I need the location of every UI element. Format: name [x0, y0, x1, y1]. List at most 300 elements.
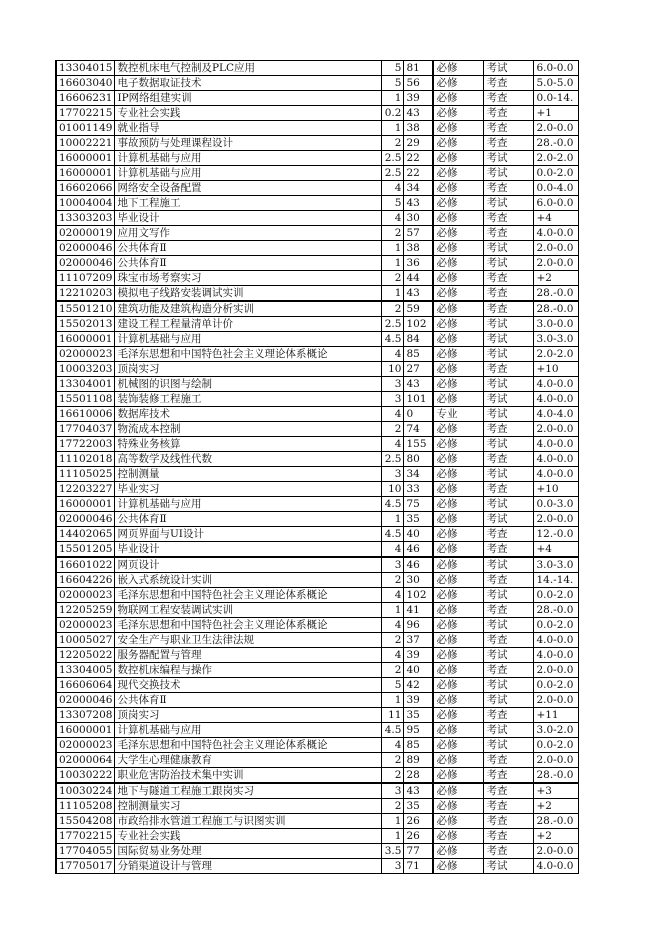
hours-cell[interactable]: 35 — [404, 708, 434, 723]
hours-cell[interactable]: 81 — [404, 61, 434, 76]
course-name-cell[interactable]: 毕业设计 — [115, 211, 382, 226]
schedule-cell[interactable]: 4.0-0.0 — [534, 226, 579, 241]
hours-cell[interactable]: 37 — [404, 633, 434, 648]
course-code-cell[interactable]: 15501108 — [56, 392, 115, 407]
course-type-cell[interactable]: 必修 — [433, 859, 484, 874]
assessment-cell[interactable]: 考试 — [484, 377, 534, 392]
course-name-cell[interactable]: 控制测量 — [115, 467, 382, 482]
course-code-cell[interactable]: 16610006 — [56, 407, 115, 422]
course-type-cell[interactable]: 必修 — [433, 542, 484, 558]
course-code-cell[interactable]: 11107209 — [56, 271, 115, 286]
schedule-cell[interactable]: 0.0-2.0 — [534, 678, 579, 693]
credits-cell[interactable]: 1 — [382, 603, 404, 618]
course-code-cell[interactable]: 10030222 — [56, 768, 115, 784]
course-type-cell[interactable]: 必修 — [433, 136, 484, 151]
course-type-cell[interactable]: 必修 — [433, 347, 484, 362]
schedule-cell[interactable]: 0.0-2.0 — [534, 618, 579, 633]
hours-cell[interactable]: 71 — [404, 859, 434, 874]
course-code-cell[interactable]: 01001149 — [56, 121, 115, 136]
credits-cell[interactable]: 1 — [382, 91, 404, 106]
schedule-cell[interactable]: 2.0-0.0 — [534, 422, 579, 437]
schedule-cell[interactable]: +11 — [534, 708, 579, 723]
schedule-cell[interactable]: 28.-0.0 — [534, 286, 579, 302]
credits-cell[interactable]: 2 — [382, 799, 404, 814]
course-type-cell[interactable]: 必修 — [433, 723, 484, 738]
course-name-cell[interactable]: 网页设计 — [115, 557, 382, 573]
course-type-cell[interactable]: 必修 — [433, 61, 484, 76]
assessment-cell[interactable]: 考试 — [484, 467, 534, 482]
course-code-cell[interactable]: 15501210 — [56, 301, 115, 317]
credits-cell[interactable]: 4 — [382, 347, 404, 362]
hours-cell[interactable]: 57 — [404, 226, 434, 241]
schedule-cell[interactable]: 28.-0.0 — [534, 301, 579, 317]
schedule-cell[interactable]: 28.-0.0 — [534, 603, 579, 618]
assessment-cell[interactable]: 考查 — [484, 136, 534, 151]
assessment-cell[interactable]: 考试 — [484, 151, 534, 166]
schedule-cell[interactable]: +10 — [534, 482, 579, 497]
schedule-cell[interactable]: 2.0-0.0 — [534, 121, 579, 136]
course-code-cell[interactable]: 02000023 — [56, 738, 115, 753]
hours-cell[interactable]: 38 — [404, 121, 434, 136]
course-type-cell[interactable]: 必修 — [433, 844, 484, 859]
hours-cell[interactable]: 101 — [404, 392, 434, 407]
course-name-cell[interactable]: 物流成本控制 — [115, 422, 382, 437]
schedule-cell[interactable]: +2 — [534, 799, 579, 814]
schedule-cell[interactable]: 3.0-3.0 — [534, 332, 579, 347]
hours-cell[interactable]: 102 — [404, 588, 434, 603]
schedule-cell[interactable]: 4.0-0.0 — [534, 467, 579, 482]
course-code-cell[interactable]: 16604226 — [56, 573, 115, 588]
course-name-cell[interactable]: 计算机基础与应用 — [115, 332, 382, 347]
hours-cell[interactable]: 36 — [404, 256, 434, 271]
course-type-cell[interactable]: 必修 — [433, 286, 484, 302]
credits-cell[interactable]: 2 — [382, 422, 404, 437]
credits-cell[interactable]: 11 — [382, 708, 404, 723]
hours-cell[interactable]: 46 — [404, 557, 434, 573]
schedule-cell[interactable]: 2.0-2.0 — [534, 347, 579, 362]
course-name-cell[interactable]: 专业社会实践 — [115, 106, 382, 121]
assessment-cell[interactable]: 考查 — [484, 482, 534, 497]
credits-cell[interactable]: 2 — [382, 301, 404, 317]
course-type-cell[interactable]: 必修 — [433, 527, 484, 542]
course-code-cell[interactable]: 16602066 — [56, 181, 115, 196]
schedule-cell[interactable]: 3.0-3.0 — [534, 557, 579, 573]
assessment-cell[interactable]: 考试 — [484, 693, 534, 708]
assessment-cell[interactable]: 考试 — [484, 859, 534, 874]
schedule-cell[interactable]: 6.0-0.0 — [534, 196, 579, 211]
course-type-cell[interactable]: 必修 — [433, 783, 484, 799]
course-type-cell[interactable]: 必修 — [433, 181, 484, 196]
assessment-cell[interactable]: 考试 — [484, 61, 534, 76]
schedule-cell[interactable]: 4.0-0.0 — [534, 377, 579, 392]
hours-cell[interactable]: 26 — [404, 829, 434, 844]
credits-cell[interactable]: 5 — [382, 678, 404, 693]
course-code-cell[interactable]: 16000001 — [56, 723, 115, 738]
assessment-cell[interactable]: 考查 — [484, 783, 534, 799]
course-name-cell[interactable]: 安全生产与职业卫生法律法规 — [115, 633, 382, 648]
course-code-cell[interactable]: 13303203 — [56, 211, 115, 226]
hours-cell[interactable]: 27 — [404, 362, 434, 377]
assessment-cell[interactable]: 考查 — [484, 844, 534, 859]
assessment-cell[interactable]: 考查 — [484, 753, 534, 768]
course-code-cell[interactable]: 13304015 — [56, 61, 115, 76]
course-name-cell[interactable]: 毛泽东思想和中国特色社会主义理论体系概论 — [115, 588, 382, 603]
assessment-cell[interactable]: 考查 — [484, 542, 534, 558]
assessment-cell[interactable]: 考查 — [484, 76, 534, 91]
assessment-cell[interactable]: 考查 — [484, 121, 534, 136]
course-code-cell[interactable]: 10030224 — [56, 783, 115, 799]
course-name-cell[interactable]: 现代交换技术 — [115, 678, 382, 693]
credits-cell[interactable]: 4 — [382, 618, 404, 633]
course-type-cell[interactable]: 必修 — [433, 166, 484, 181]
schedule-cell[interactable]: 0.0-4.0 — [534, 181, 579, 196]
credits-cell[interactable]: 2 — [382, 753, 404, 768]
course-code-cell[interactable]: 12203227 — [56, 482, 115, 497]
credits-cell[interactable]: 4.5 — [382, 527, 404, 542]
hours-cell[interactable]: 30 — [404, 573, 434, 588]
course-code-cell[interactable]: 16000001 — [56, 166, 115, 181]
assessment-cell[interactable]: 考查 — [484, 708, 534, 723]
hours-cell[interactable]: 28 — [404, 768, 434, 784]
assessment-cell[interactable]: 考试 — [484, 347, 534, 362]
assessment-cell[interactable]: 考查 — [484, 106, 534, 121]
credits-cell[interactable]: 1 — [382, 693, 404, 708]
assessment-cell[interactable]: 考查 — [484, 362, 534, 377]
course-code-cell[interactable]: 16000001 — [56, 332, 115, 347]
course-name-cell[interactable]: 分销渠道设计与管理 — [115, 859, 382, 874]
assessment-cell[interactable]: 考查 — [484, 573, 534, 588]
hours-cell[interactable]: 43 — [404, 286, 434, 302]
course-name-cell[interactable]: 职业危害防治技术集中实训 — [115, 768, 382, 784]
course-name-cell[interactable]: 顶岗实习 — [115, 708, 382, 723]
schedule-cell[interactable]: +4 — [534, 211, 579, 226]
course-type-cell[interactable]: 必修 — [433, 497, 484, 512]
course-code-cell[interactable]: 15501205 — [56, 542, 115, 558]
schedule-cell[interactable]: 0.0-2.0 — [534, 738, 579, 753]
hours-cell[interactable]: 35 — [404, 799, 434, 814]
assessment-cell[interactable]: 考试 — [484, 317, 534, 332]
assessment-cell[interactable]: 考查 — [484, 271, 534, 286]
course-type-cell[interactable]: 必修 — [433, 196, 484, 211]
course-type-cell[interactable]: 必修 — [433, 618, 484, 633]
course-code-cell[interactable]: 02000023 — [56, 588, 115, 603]
course-name-cell[interactable]: 毕业设计 — [115, 542, 382, 558]
course-code-cell[interactable]: 17704037 — [56, 422, 115, 437]
schedule-cell[interactable]: +1 — [534, 106, 579, 121]
assessment-cell[interactable]: 考查 — [484, 211, 534, 226]
course-code-cell[interactable]: 15502013 — [56, 317, 115, 332]
hours-cell[interactable]: 41 — [404, 603, 434, 618]
course-type-cell[interactable]: 必修 — [433, 753, 484, 768]
course-type-cell[interactable]: 必修 — [433, 422, 484, 437]
credits-cell[interactable]: 1 — [382, 512, 404, 527]
course-type-cell[interactable]: 必修 — [433, 226, 484, 241]
course-code-cell[interactable]: 10004004 — [56, 196, 115, 211]
course-type-cell[interactable]: 必修 — [433, 377, 484, 392]
course-code-cell[interactable]: 12210203 — [56, 286, 115, 302]
hours-cell[interactable]: 26 — [404, 814, 434, 829]
schedule-cell[interactable]: 2.0-0.0 — [534, 663, 579, 678]
schedule-cell[interactable]: +2 — [534, 829, 579, 844]
course-name-cell[interactable]: 嵌入式系统设计实训 — [115, 573, 382, 588]
hours-cell[interactable]: 89 — [404, 753, 434, 768]
assessment-cell[interactable]: 考试 — [484, 196, 534, 211]
credits-cell[interactable]: 2.5 — [382, 151, 404, 166]
course-code-cell[interactable]: 12205259 — [56, 603, 115, 618]
hours-cell[interactable]: 39 — [404, 648, 434, 663]
course-name-cell[interactable]: 数控机床编程与操作 — [115, 663, 382, 678]
course-code-cell[interactable]: 17702215 — [56, 106, 115, 121]
course-code-cell[interactable]: 13304005 — [56, 663, 115, 678]
credits-cell[interactable]: 3 — [382, 467, 404, 482]
schedule-cell[interactable]: 2.0-0.0 — [534, 693, 579, 708]
course-code-cell[interactable]: 17722003 — [56, 437, 115, 452]
hours-cell[interactable]: 59 — [404, 301, 434, 317]
schedule-cell[interactable]: 28.-0.0 — [534, 768, 579, 784]
course-type-cell[interactable]: 必修 — [433, 512, 484, 527]
schedule-cell[interactable]: 4.0-0.0 — [534, 437, 579, 452]
course-code-cell[interactable]: 02000019 — [56, 226, 115, 241]
course-type-cell[interactable]: 必修 — [433, 467, 484, 482]
assessment-cell[interactable]: 考查 — [484, 226, 534, 241]
credits-cell[interactable]: 3 — [382, 392, 404, 407]
schedule-cell[interactable]: 2.0-2.0 — [534, 151, 579, 166]
hours-cell[interactable]: 39 — [404, 693, 434, 708]
course-code-cell[interactable]: 12205022 — [56, 648, 115, 663]
course-type-cell[interactable]: 必修 — [433, 106, 484, 121]
course-name-cell[interactable]: 公共体育Ⅱ — [115, 256, 382, 271]
course-code-cell[interactable]: 17702215 — [56, 829, 115, 844]
course-name-cell[interactable]: 计算机基础与应用 — [115, 151, 382, 166]
course-name-cell[interactable]: 数控机床电气控制及PLC应用 — [115, 61, 382, 76]
course-code-cell[interactable]: 15504208 — [56, 814, 115, 829]
course-type-cell[interactable]: 必修 — [433, 678, 484, 693]
credits-cell[interactable]: 5 — [382, 76, 404, 91]
hours-cell[interactable]: 0 — [404, 407, 434, 422]
hours-cell[interactable]: 42 — [404, 678, 434, 693]
course-name-cell[interactable]: 毛泽东思想和中国特色社会主义理论体系概论 — [115, 738, 382, 753]
course-code-cell[interactable]: 16000001 — [56, 151, 115, 166]
course-name-cell[interactable]: 毛泽东思想和中国特色社会主义理论体系概论 — [115, 618, 382, 633]
assessment-cell[interactable]: 考试 — [484, 256, 534, 271]
assessment-cell[interactable]: 考试 — [484, 588, 534, 603]
schedule-cell[interactable]: 2.0-0.0 — [534, 753, 579, 768]
course-name-cell[interactable]: 计算机基础与应用 — [115, 723, 382, 738]
hours-cell[interactable]: 96 — [404, 618, 434, 633]
schedule-cell[interactable]: 5.0-5.0 — [534, 76, 579, 91]
credits-cell[interactable]: 3 — [382, 557, 404, 573]
course-name-cell[interactable]: 计算机基础与应用 — [115, 166, 382, 181]
course-type-cell[interactable]: 必修 — [433, 829, 484, 844]
course-type-cell[interactable]: 必修 — [433, 557, 484, 573]
schedule-cell[interactable]: 4.0-0.0 — [534, 633, 579, 648]
assessment-cell[interactable]: 考查 — [484, 799, 534, 814]
course-type-cell[interactable]: 必修 — [433, 482, 484, 497]
course-type-cell[interactable]: 必修 — [433, 768, 484, 784]
assessment-cell[interactable]: 考查 — [484, 91, 534, 106]
credits-cell[interactable]: 2 — [382, 663, 404, 678]
hours-cell[interactable]: 34 — [404, 467, 434, 482]
course-code-cell[interactable]: 02000046 — [56, 256, 115, 271]
schedule-cell[interactable]: 2.0-0.0 — [534, 256, 579, 271]
course-name-cell[interactable]: 地下工程施工 — [115, 196, 382, 211]
credits-cell[interactable]: 4 — [382, 588, 404, 603]
course-name-cell[interactable]: 控制测量实习 — [115, 799, 382, 814]
hours-cell[interactable]: 102 — [404, 317, 434, 332]
credits-cell[interactable]: 1 — [382, 241, 404, 256]
course-name-cell[interactable]: 地下与隧道工程施工跟岗实习 — [115, 783, 382, 799]
course-code-cell[interactable]: 17704055 — [56, 844, 115, 859]
assessment-cell[interactable]: 考查 — [484, 422, 534, 437]
schedule-cell[interactable]: 4.0-0.0 — [534, 452, 579, 467]
assessment-cell[interactable]: 考查 — [484, 814, 534, 829]
hours-cell[interactable]: 38 — [404, 241, 434, 256]
credits-cell[interactable]: 1 — [382, 256, 404, 271]
course-type-cell[interactable]: 必修 — [433, 301, 484, 317]
hours-cell[interactable]: 56 — [404, 76, 434, 91]
course-type-cell[interactable]: 必修 — [433, 392, 484, 407]
hours-cell[interactable]: 22 — [404, 166, 434, 181]
hours-cell[interactable]: 43 — [404, 783, 434, 799]
hours-cell[interactable]: 40 — [404, 527, 434, 542]
assessment-cell[interactable]: 考试 — [484, 678, 534, 693]
hours-cell[interactable]: 22 — [404, 151, 434, 166]
credits-cell[interactable]: 1 — [382, 814, 404, 829]
credits-cell[interactable]: 4.5 — [382, 332, 404, 347]
course-code-cell[interactable]: 02000046 — [56, 512, 115, 527]
hours-cell[interactable]: 43 — [404, 196, 434, 211]
course-type-cell[interactable]: 必修 — [433, 814, 484, 829]
hours-cell[interactable]: 85 — [404, 738, 434, 753]
course-name-cell[interactable]: 公共体育Ⅱ — [115, 512, 382, 527]
course-name-cell[interactable]: 网络安全设备配置 — [115, 181, 382, 196]
assessment-cell[interactable]: 考查 — [484, 452, 534, 467]
course-code-cell[interactable]: 11105025 — [56, 467, 115, 482]
hours-cell[interactable]: 74 — [404, 422, 434, 437]
schedule-cell[interactable]: 3.0-2.0 — [534, 723, 579, 738]
course-code-cell[interactable]: 02000023 — [56, 347, 115, 362]
course-type-cell[interactable]: 必修 — [433, 211, 484, 226]
credits-cell[interactable]: 2 — [382, 136, 404, 151]
course-name-cell[interactable]: 应用文写作 — [115, 226, 382, 241]
assessment-cell[interactable]: 考查 — [484, 181, 534, 196]
schedule-cell[interactable]: 12.-0.0 — [534, 527, 579, 542]
course-name-cell[interactable]: 专业社会实践 — [115, 829, 382, 844]
course-code-cell[interactable]: 16603040 — [56, 76, 115, 91]
credits-cell[interactable]: 3 — [382, 783, 404, 799]
course-code-cell[interactable]: 16000001 — [56, 497, 115, 512]
course-name-cell[interactable]: 数据库技术 — [115, 407, 382, 422]
schedule-cell[interactable]: 0.0-3.0 — [534, 497, 579, 512]
course-code-cell[interactable]: 02000046 — [56, 693, 115, 708]
assessment-cell[interactable]: 考试 — [484, 497, 534, 512]
course-type-cell[interactable]: 必修 — [433, 121, 484, 136]
course-type-cell[interactable]: 必修 — [433, 799, 484, 814]
assessment-cell[interactable]: 考试 — [484, 407, 534, 422]
schedule-cell[interactable]: 28.-0.0 — [534, 136, 579, 151]
hours-cell[interactable]: 80 — [404, 452, 434, 467]
course-code-cell[interactable]: 11102018 — [56, 452, 115, 467]
schedule-cell[interactable]: 14.-14. — [534, 573, 579, 588]
course-type-cell[interactable]: 必修 — [433, 317, 484, 332]
course-name-cell[interactable]: 顶岗实习 — [115, 362, 382, 377]
course-code-cell[interactable]: 10002221 — [56, 136, 115, 151]
schedule-cell[interactable]: 2.0-0.0 — [534, 241, 579, 256]
course-type-cell[interactable]: 必修 — [433, 332, 484, 347]
course-name-cell[interactable]: 装饰装修工程施工 — [115, 392, 382, 407]
schedule-cell[interactable]: 2.0-0.0 — [534, 512, 579, 527]
credits-cell[interactable]: 2 — [382, 633, 404, 648]
credits-cell[interactable]: 3.5 — [382, 844, 404, 859]
assessment-cell[interactable]: 考试 — [484, 392, 534, 407]
schedule-cell[interactable]: 3.0-0.0 — [534, 317, 579, 332]
course-type-cell[interactable]: 必修 — [433, 738, 484, 753]
credits-cell[interactable]: 4 — [382, 738, 404, 753]
course-name-cell[interactable]: 毛泽东思想和中国特色社会主义理论体系概论 — [115, 347, 382, 362]
assessment-cell[interactable]: 考查 — [484, 301, 534, 317]
course-name-cell[interactable]: 市政给排水管道工程施工与识图实训 — [115, 814, 382, 829]
hours-cell[interactable]: 95 — [404, 723, 434, 738]
credits-cell[interactable]: 5 — [382, 196, 404, 211]
credits-cell[interactable]: 2 — [382, 271, 404, 286]
credits-cell[interactable]: 2.5 — [382, 452, 404, 467]
assessment-cell[interactable]: 考查 — [484, 603, 534, 618]
assessment-cell[interactable]: 考试 — [484, 648, 534, 663]
course-code-cell[interactable]: 13307208 — [56, 708, 115, 723]
course-name-cell[interactable]: 珠宝市场考察实习 — [115, 271, 382, 286]
hours-cell[interactable]: 30 — [404, 211, 434, 226]
schedule-cell[interactable]: 4.0-0.0 — [534, 648, 579, 663]
assessment-cell[interactable]: 考查 — [484, 829, 534, 844]
credits-cell[interactable]: 10 — [382, 482, 404, 497]
course-code-cell[interactable]: 16606064 — [56, 678, 115, 693]
schedule-cell[interactable]: 0.0-2.0 — [534, 588, 579, 603]
schedule-cell[interactable]: 2.0-0.0 — [534, 844, 579, 859]
credits-cell[interactable]: 3 — [382, 859, 404, 874]
course-code-cell[interactable]: 10005027 — [56, 633, 115, 648]
hours-cell[interactable]: 46 — [404, 542, 434, 558]
course-type-cell[interactable]: 必修 — [433, 271, 484, 286]
course-name-cell[interactable]: 事故预防与处理课程设计 — [115, 136, 382, 151]
course-type-cell[interactable]: 必修 — [433, 151, 484, 166]
assessment-cell[interactable]: 考查 — [484, 768, 534, 784]
schedule-cell[interactable]: +4 — [534, 542, 579, 558]
course-type-cell[interactable]: 必修 — [433, 663, 484, 678]
course-type-cell[interactable]: 必修 — [433, 91, 484, 106]
assessment-cell[interactable]: 考查 — [484, 633, 534, 648]
credits-cell[interactable]: 0.2 — [382, 106, 404, 121]
assessment-cell[interactable]: 考试 — [484, 738, 534, 753]
course-type-cell[interactable]: 必修 — [433, 362, 484, 377]
course-type-cell[interactable]: 必修 — [433, 603, 484, 618]
hours-cell[interactable]: 39 — [404, 91, 434, 106]
schedule-cell[interactable]: +3 — [534, 783, 579, 799]
course-name-cell[interactable]: 特殊业务核算 — [115, 437, 382, 452]
schedule-cell[interactable]: 6.0-0.0 — [534, 61, 579, 76]
credits-cell[interactable]: 4.5 — [382, 497, 404, 512]
hours-cell[interactable]: 155 — [404, 437, 434, 452]
course-type-cell[interactable]: 必修 — [433, 648, 484, 663]
course-name-cell[interactable]: 物联网工程安装调试实训 — [115, 603, 382, 618]
course-type-cell[interactable]: 必修 — [433, 573, 484, 588]
credits-cell[interactable]: 4 — [382, 437, 404, 452]
assessment-cell[interactable]: 考试 — [484, 437, 534, 452]
course-code-cell[interactable]: 02000046 — [56, 241, 115, 256]
credits-cell[interactable]: 4 — [382, 648, 404, 663]
hours-cell[interactable]: 29 — [404, 136, 434, 151]
course-name-cell[interactable]: 模拟电子线路安装调试实训 — [115, 286, 382, 302]
course-name-cell[interactable]: 就业指导 — [115, 121, 382, 136]
